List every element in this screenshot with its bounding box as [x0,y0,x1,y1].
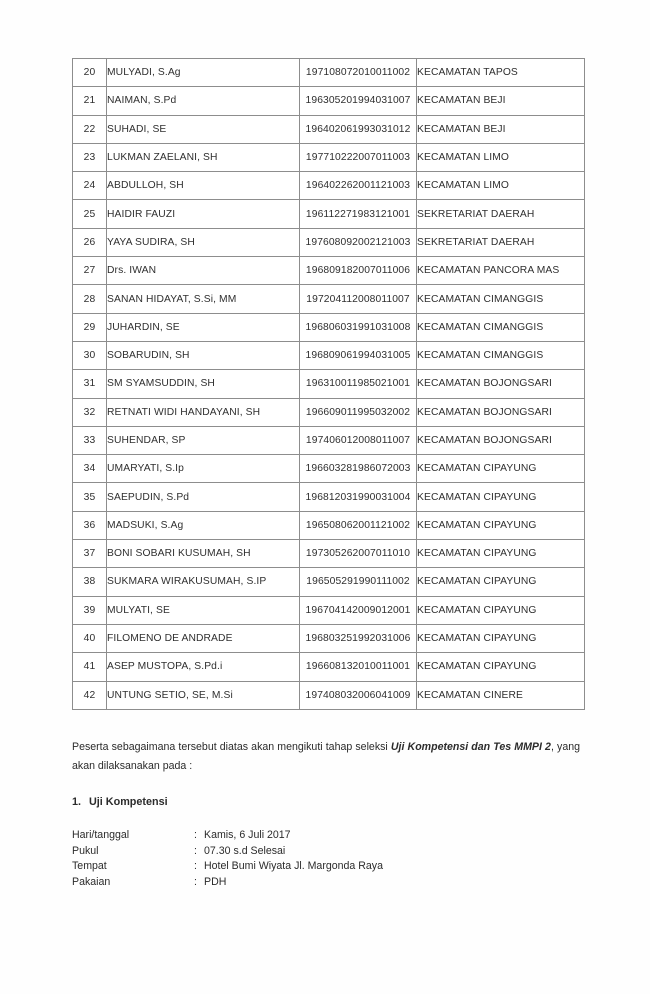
row-unit-cell: KECAMATAN CINERE [417,681,585,709]
detail-separator: : [194,829,197,842]
row-number-cell: 31 [73,370,107,398]
table-row [73,143,585,171]
section-title: Uji Kompetensi [89,796,168,809]
row-nip-cell: 196603281986072003 [300,455,417,483]
row-number-cell: 41 [73,653,107,681]
row-nip-cell: 196402262001121003 [300,172,417,200]
row-number-cell: 30 [73,341,107,369]
row-number-cell: 39 [73,596,107,624]
row-number-cell: 20 [73,59,107,87]
detail-value: PDH [204,876,227,889]
row-name-cell: BONI SOBARI KUSUMAH, SH [107,540,300,568]
row-number-cell: 33 [73,426,107,454]
row-name-cell: RETNATI WIDI HANDAYANI, SH [107,398,300,426]
detail-separator: : [194,860,197,873]
table-row [73,285,585,313]
row-nip-cell: 196305201994031007 [300,87,417,115]
row-name-cell: Drs. IWAN [107,257,300,285]
row-unit-cell: KECAMATAN LIMO [417,172,585,200]
table-row [73,653,585,681]
table-row [73,455,585,483]
row-unit-cell: KECAMATAN CIPAYUNG [417,540,585,568]
participant-table [72,58,585,710]
row-number-cell: 32 [73,398,107,426]
detail-label: Hari/tanggal [72,829,130,842]
row-number-cell: 35 [73,483,107,511]
detail-label: Pakaian [72,876,111,889]
row-unit-cell: KECAMATAN BEJI [417,87,585,115]
row-unit-cell: KECAMATAN LIMO [417,143,585,171]
detail-row [72,875,580,891]
table-row [73,596,585,624]
notice-lead-text: Peserta sebagaimana tersebut diatas akan mengikuti tahap seleksi [72,740,391,753]
row-name-cell: MULYATI, SE [107,596,300,624]
row-nip-cell: 196803251992031006 [300,624,417,652]
row-number-cell: 40 [73,624,107,652]
row-nip-cell: 196809182007011006 [300,257,417,285]
row-number-cell: 25 [73,200,107,228]
row-name-cell: ABDULLOH, SH [107,172,300,200]
row-unit-cell: SEKRETARIAT DAERAH [417,200,585,228]
row-number-cell: 29 [73,313,107,341]
table-row [73,228,585,256]
row-name-cell: LUKMAN ZAELANI, SH [107,143,300,171]
row-name-cell: SM SYAMSUDDIN, SH [107,370,300,398]
detail-separator: : [194,844,197,857]
row-nip-cell: 197406012008011007 [300,426,417,454]
row-unit-cell: KECAMATAN CIPAYUNG [417,568,585,596]
row-unit-cell: KECAMATAN PANCORA MAS [417,257,585,285]
row-number-cell: 36 [73,511,107,539]
row-number-cell: 23 [73,143,107,171]
row-unit-cell: KECAMATAN BOJONGSARI [417,370,585,398]
section-heading [72,796,580,808]
row-number-cell: 38 [73,568,107,596]
row-name-cell: SUKMARA WIRAKUSUMAH, S.IP [107,568,300,596]
row-number-cell: 26 [73,228,107,256]
row-number-cell: 27 [73,257,107,285]
row-number-cell: 28 [73,285,107,313]
row-unit-cell: KECAMATAN TAPOS [417,59,585,87]
row-number-cell: 21 [73,87,107,115]
table-row [73,568,585,596]
table-row [73,483,585,511]
row-nip-cell: 196505291990111002 [300,568,417,596]
event-details [72,828,580,891]
table-row [73,200,585,228]
table-row [73,426,585,454]
detail-label: Tempat [72,860,107,873]
row-nip-cell: 196609011995032002 [300,398,417,426]
table-row [73,370,585,398]
row-nip-cell: 197408032006041009 [300,681,417,709]
detail-row [72,828,580,844]
row-unit-cell: KECAMATAN BOJONGSARI [417,426,585,454]
row-nip-cell: 196310011985021001 [300,370,417,398]
notice-tail-text: , yang akan dilaksanakan pada : [72,740,580,773]
row-unit-cell: KECAMATAN CIPAYUNG [417,596,585,624]
notice-paragraph [72,738,580,777]
detail-separator: : [194,876,197,889]
row-nip-cell: 197710222007011003 [300,143,417,171]
row-nip-cell: 196508062001121002 [300,511,417,539]
row-name-cell: NAIMAN, S.Pd [107,87,300,115]
row-name-cell: MADSUKI, S.Ag [107,511,300,539]
detail-row [72,844,580,860]
row-nip-cell: 197108072010011002 [300,59,417,87]
row-name-cell: JUHARDIN, SE [107,313,300,341]
row-name-cell: ASEP MUSTOPA, S.Pd.i [107,653,300,681]
row-unit-cell: KECAMATAN BEJI [417,115,585,143]
row-number-cell: 22 [73,115,107,143]
row-nip-cell: 197608092002121003 [300,228,417,256]
row-unit-cell: KECAMATAN BOJONGSARI [417,398,585,426]
row-unit-cell: KECAMATAN CIMANGGIS [417,285,585,313]
row-name-cell: SAEPUDIN, S.Pd [107,483,300,511]
table-row [73,341,585,369]
row-nip-cell: 196402061993031012 [300,115,417,143]
row-name-cell: MULYADI, S.Ag [107,59,300,87]
row-name-cell: UNTUNG SETIO, SE, M.Si [107,681,300,709]
participant-table-body [73,59,585,710]
row-name-cell: UMARYATI, S.Ip [107,455,300,483]
table-row [73,511,585,539]
detail-value: Kamis, 6 Juli 2017 [204,829,291,842]
row-unit-cell: KECAMATAN CIPAYUNG [417,624,585,652]
row-nip-cell: 196112271983121001 [300,200,417,228]
row-nip-cell: 196812031990031004 [300,483,417,511]
table-row [73,59,585,87]
row-unit-cell: KECAMATAN CIPAYUNG [417,455,585,483]
table-row [73,257,585,285]
row-unit-cell: KECAMATAN CIMANGGIS [417,341,585,369]
row-unit-cell: KECAMATAN CIMANGGIS [417,313,585,341]
row-nip-cell: 196809061994031005 [300,341,417,369]
row-name-cell: SANAN HIDAYAT, S.Si, MM [107,285,300,313]
table-row [73,172,585,200]
row-name-cell: FILOMENO DE ANDRADE [107,624,300,652]
row-name-cell: SOBARUDIN, SH [107,341,300,369]
page-content [72,58,580,891]
row-name-cell: SUHENDAR, SP [107,426,300,454]
table-row [73,313,585,341]
table-row [73,398,585,426]
row-unit-cell: KECAMATAN CIPAYUNG [417,511,585,539]
table-row [73,624,585,652]
row-name-cell: SUHADI, SE [107,115,300,143]
row-number-cell: 24 [73,172,107,200]
section-number: 1. [72,796,82,809]
detail-value: Hotel Bumi Wiyata Jl. Margonda Raya [204,860,383,873]
table-row [73,681,585,709]
row-unit-cell: SEKRETARIAT DAERAH [417,228,585,256]
notice-emphasis-text: Uji Kompetensi dan Tes MMPI 2 [390,740,551,753]
row-unit-cell: KECAMATAN CIPAYUNG [417,653,585,681]
detail-value: 07.30 s.d Selesai [204,844,286,857]
row-name-cell: HAIDIR FAUZI [107,200,300,228]
row-nip-cell: 197305262007011010 [300,540,417,568]
row-number-cell: 37 [73,540,107,568]
detail-label: Pukul [72,844,99,857]
row-nip-cell: 196704142009012001 [300,596,417,624]
row-number-cell: 42 [73,681,107,709]
row-name-cell: YAYA SUDIRA, SH [107,228,300,256]
table-row [73,115,585,143]
row-unit-cell: KECAMATAN CIPAYUNG [417,483,585,511]
row-nip-cell: 196608132010011001 [300,653,417,681]
row-nip-cell: 196806031991031008 [300,313,417,341]
detail-row [72,859,580,875]
row-nip-cell: 197204112008011007 [300,285,417,313]
table-row [73,540,585,568]
table-row [73,87,585,115]
row-number-cell: 34 [73,455,107,483]
